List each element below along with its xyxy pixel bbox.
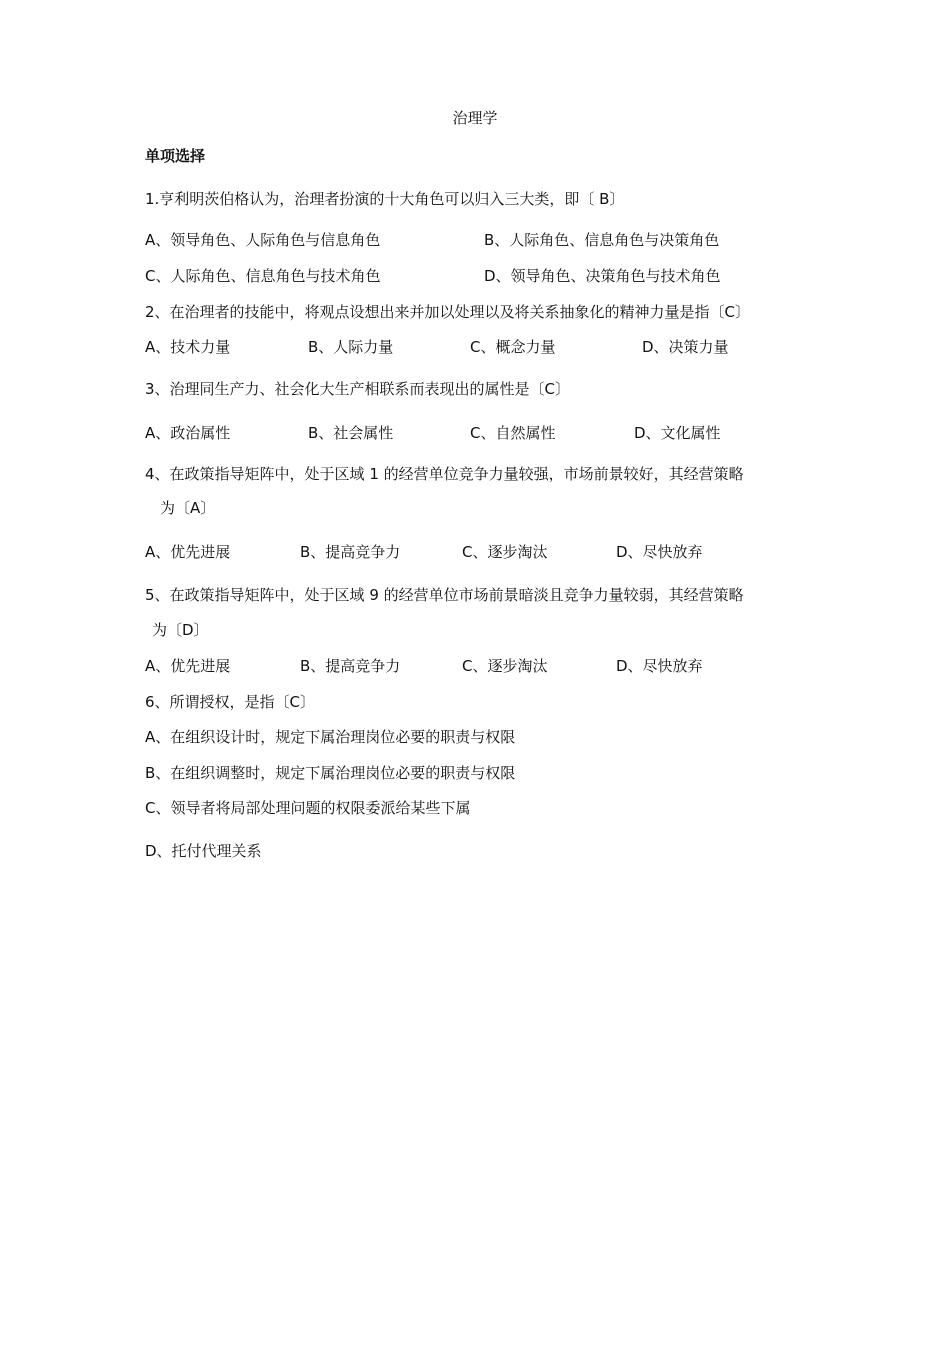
question-3-option-d: D、文化属性 — [634, 424, 721, 442]
question-5-option-c: C、逐步淘汰 — [462, 657, 548, 675]
question-3-option-c: C、自然属性 — [470, 424, 556, 442]
question-4-option-c: C、逐步淘汰 — [462, 543, 548, 561]
page-title: 治理学 — [452, 109, 498, 127]
question-5-stem-line-1: 5、在政策指导矩阵中，处于区域 9 的经营单位市场前景暗淡且竞争力量较弱，其经营策略 — [145, 586, 744, 604]
question-6-option-a: A、在组织设计时，规定下属治理岗位必要的职责与权限 — [145, 728, 516, 746]
question-6-option-c: C、领导者将局部处理问题的权限委派给某些下属 — [145, 799, 471, 817]
question-2-option-b: B、人际力量 — [308, 338, 394, 356]
question-5-option-b: B、提高竞争力 — [300, 657, 401, 675]
question-1-option-d: D、领导角色、决策角色与技术角色 — [484, 267, 721, 285]
question-5-option-a: A、优先进展 — [145, 657, 231, 675]
question-6-option-d: D、托付代理关系 — [145, 842, 262, 860]
question-6-stem: 6、所谓授权，是指〔C〕 — [145, 693, 316, 711]
question-3-option-a: A、政治属性 — [145, 424, 231, 442]
question-2-option-d: D、决策力量 — [642, 338, 729, 356]
question-4-option-a: A、优先进展 — [145, 543, 231, 561]
question-3-stem: 3、治理同生产力、社会化大生产相联系而表现出的属性是〔C〕 — [145, 380, 571, 398]
question-1-option-a: A、领导角色、人际角色与信息角色 — [145, 231, 381, 249]
question-4-stem-line-1: 4、在政策指导矩阵中，处于区域 1 的经营单位竞争力量较强，市场前景较好，其经营策略 — [145, 465, 744, 483]
question-4-stem-line-2: 为〔A〕 — [160, 499, 216, 517]
question-2-stem: 2、在治理者的技能中，将观点设想出来并加以处理以及将关系抽象化的精神力量是指〔C〕 — [145, 303, 751, 321]
question-1-option-b: B、人际角色、信息角色与决策角色 — [484, 231, 720, 249]
question-6-option-b: B、在组织调整时，规定下属治理岗位必要的职责与权限 — [145, 764, 516, 782]
question-3-option-b: B、社会属性 — [308, 424, 394, 442]
question-5-stem-line-2: 为〔D〕 — [152, 621, 209, 639]
question-4-option-d: D、尽快放弃 — [616, 543, 703, 561]
question-1-stem: 1.亨利明茨伯格认为，治理者扮演的十大角色可以归入三大类，即〔 B〕 — [145, 190, 625, 208]
section-heading: 单项选择 — [145, 147, 206, 165]
question-2-option-c: C、概念力量 — [470, 338, 556, 356]
question-5-option-d: D、尽快放弃 — [616, 657, 703, 675]
question-4-option-b: B、提高竞争力 — [300, 543, 401, 561]
question-1-option-c: C、人际角色、信息角色与技术角色 — [145, 267, 381, 285]
question-2-option-a: A、技术力量 — [145, 338, 231, 356]
